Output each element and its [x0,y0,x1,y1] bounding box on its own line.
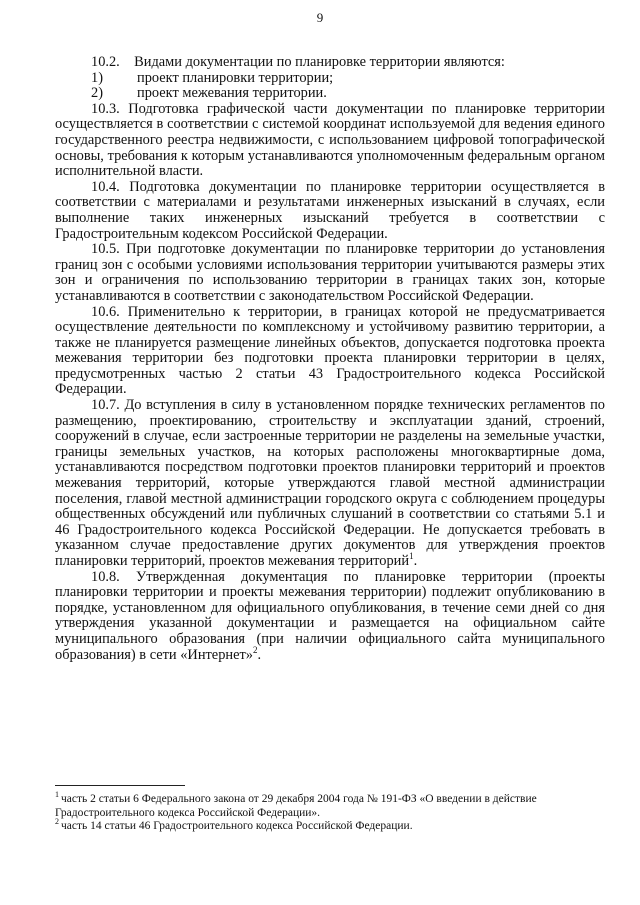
footnote-reference: 2 [252,644,258,655]
paragraph-10-3: 10.3. Подготовка графической части документации по планировке территории осуществляется в соответствии с системой координат используемой для ведения единого государственного реестра недвижимости, с использованием цифровой топографической основы, требования к которым устанавливаются уполномоченным федеральным органом исполнительной власти. [55,100,605,180]
footnote-mark: 2 [55,817,59,827]
footnote-mark: 1 [55,790,59,800]
paragraph-10-8: 10.8. Утвержденная документация по планировке территории (проекты планировки территории и проекты межевания территории) подлежит опубликованию в порядке, установленном для официального опубликования, в течение семи дней со дня утверждения указанной документации и размещается на официальном сайте муниципального образования (при наличии официального сайта муниципального образования) в сети «Интернет»$^2$. [55,568,605,663]
list-item: 2) проект межевания территории. [91,85,327,102]
paragraph-10-2: 10.2. Видами документации по планировке территории являются: [91,54,505,70]
paragraph-10-6: 10.6. Применительно к территории, в границах которой не предусматривается осуществление деятельности по комплексному и устойчивому развитию территории, а также не планируется размещение линейных объектов, допускается подготовка проекта межевания территории без подготовки проекта планировки территории в целях, предусмотренных частью 2 статьи 43 Градостроительного кодекса Российской Федерации. [55,303,605,398]
paragraph-10-7: 10.7. До вступления в силу в установленном порядке технических регламентов по размещению, проектированию, строительству и эксплуатации зданий, строений, сооружений в случае, если застроенные территории не разделены на земельные участки, границы земельных участков, на которых расположены многоквартирные дома, устанавливаются посредством подготовки проектов планировки территорий и проектов межевания территорий, которые утверждаются главой местной администрации поселения, главой местной администрации городского округа с соблюдением процедуры общественных обсуждений или публичных слушаний в соответствии со статьями 5.1 и 46 Градостроительного кодекса Российской Федерации. Не допускается требовать в указанном случае предоставление других документов для утверждения проектов планировки территорий, проектов межевания территорий$^1$. [55,397,605,569]
list-item: 1) проект планировки территории; [91,69,334,86]
document-body [55,55,605,663]
footnote-reference: 1 [409,551,414,562]
paragraph-10-4: 10.4. Подготовка документации по планировке территории осуществляется в соответствии с материалами и результатами инженерных изысканий в случаях, если выполнение таких инженерных изысканий требуется в соответствии с Градостроительным кодексом Российской Федерации. [55,178,605,242]
footnote-divider [55,785,185,786]
footnote: $^2$ часть 14 статьи 46 Градостроительного кодекса Российской Федерации. [55,817,413,832]
footnote: $^1$ часть 2 статьи 6 Федерального закона от 29 декабря 2004 года № 191-ФЗ «О введении в действие Градостроительного кодекса Российской Федерации». [55,790,537,819]
footnotes [55,790,605,834]
page-number: 9 [316,10,324,25]
paragraph-10-5: 10.5. При подготовке документации по планировке территории до установления границ зон с особыми условиями использования территории учитываются размеры этих зон и ограничения по использованию территории в границах таких зон, которые устанавливаются в соответствии с законодательством Российской Федерации. [55,241,605,304]
